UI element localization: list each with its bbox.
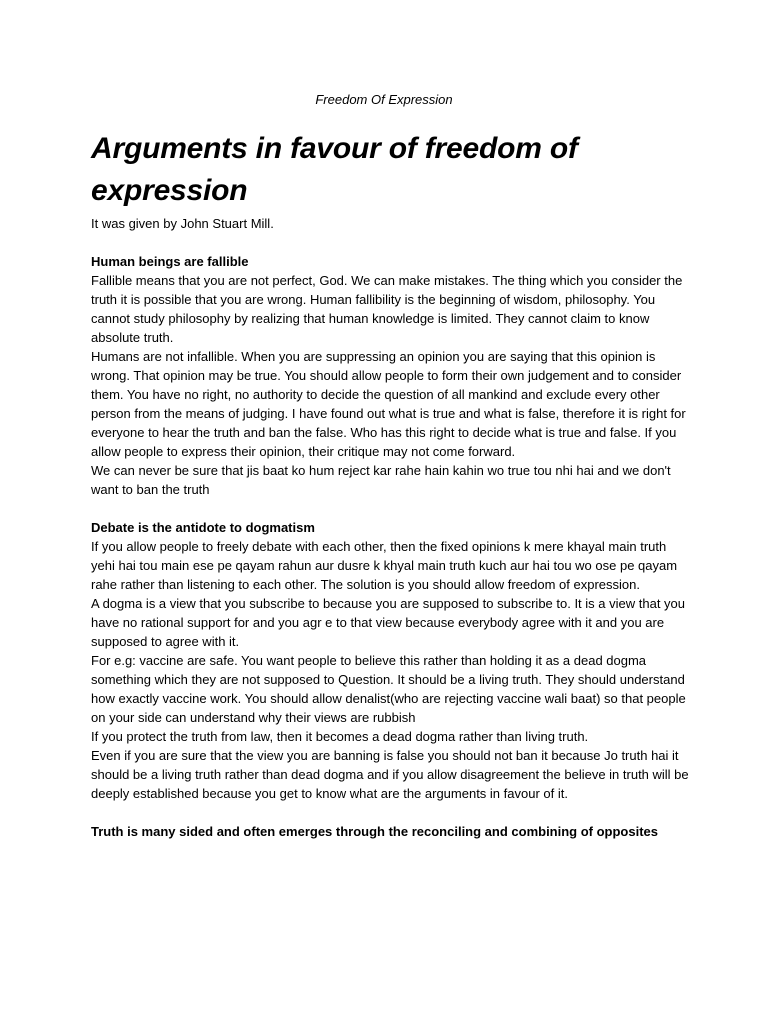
- section-truth-many-sided: [91, 822, 691, 841]
- section-heading: Debate is the antidote to dogmatism: [91, 520, 315, 535]
- section-fallible: [91, 252, 691, 499]
- paragraph: We can never be sure that jis baat ko hum reject kar rahe hain kahin wo true tou nhi hai and we don't want to ban the truth: [91, 463, 671, 497]
- paragraph: If you allow people to freely debate with each other, then the fixed opinions k mere khayal main truth yehi hai tou main ese pe qayam rahun aur dusre k khyal main truth kuch aur hai tou wo ose pe qayam rahe rather than listening to each other. The solution is you should allow freedom of expression.: [91, 539, 678, 592]
- paragraph: A dogma is a view that you subscribe to because you are supposed to subscribe to. It is a view that you have no rational support for and you agr e to that view because everybody agree with it and you are supposed to agree with it.: [91, 596, 686, 649]
- paragraph: If you protect the truth from law, then it becomes a dead dogma rather than living truth.: [91, 729, 589, 744]
- paragraph: Fallible means that you are not perfect, God. We can make mistakes. The thing which you consider the truth it is possible that you are wrong. Human fallibility is the beginning of wisdom, philosophy. You cannot study philosophy by realizing that human knowledge is limited. They cannot claim to know absolute truth.: [91, 273, 683, 345]
- paragraph: For e.g: vaccine are safe. You want people to believe this rather than holding it as a dead dogma something which they are not supposed to Question. It should be a living truth. They should understand how exactly vaccine work. You should allow denalist(who are rejecting vaccine wali baat) so that people on your side can understand why their views are rubbish: [91, 653, 686, 725]
- paragraph: Humans are not infallible. When you are suppressing an opinion you are saying that this opinion is wrong. That opinion may be true. You should allow people to form their own judgement and to consider them. You have no right, no authority to decide the question of all mankind and exclude every other person from the means of judging. I have found out what is true and what is false, therefore it is right for everyone to hear the truth and ban the false. Who has this right to decide what is true and false. If you allow people to express their opinion, their critique may not come forward.: [91, 349, 686, 459]
- document-header: Freedom Of Expression: [315, 92, 453, 107]
- page-title: Arguments in favour of freedom of expression: [91, 132, 578, 207]
- section-heading: Truth is many sided and often emerges through the reconciling and combining of opposites: [91, 824, 658, 839]
- intro-text: It was given by John Stuart Mill.: [91, 216, 274, 231]
- section-heading: Human beings are fallible: [91, 254, 249, 269]
- section-debate: [91, 518, 691, 803]
- paragraph: Even if you are sure that the view you are banning is false you should not ban it because Jo truth hai it should be a living truth rather than dead dogma and if you allow disagreement the believe in truth will be deeply established because you get to know what are the arguments in favour of it.: [91, 748, 689, 801]
- document-body: [91, 128, 691, 841]
